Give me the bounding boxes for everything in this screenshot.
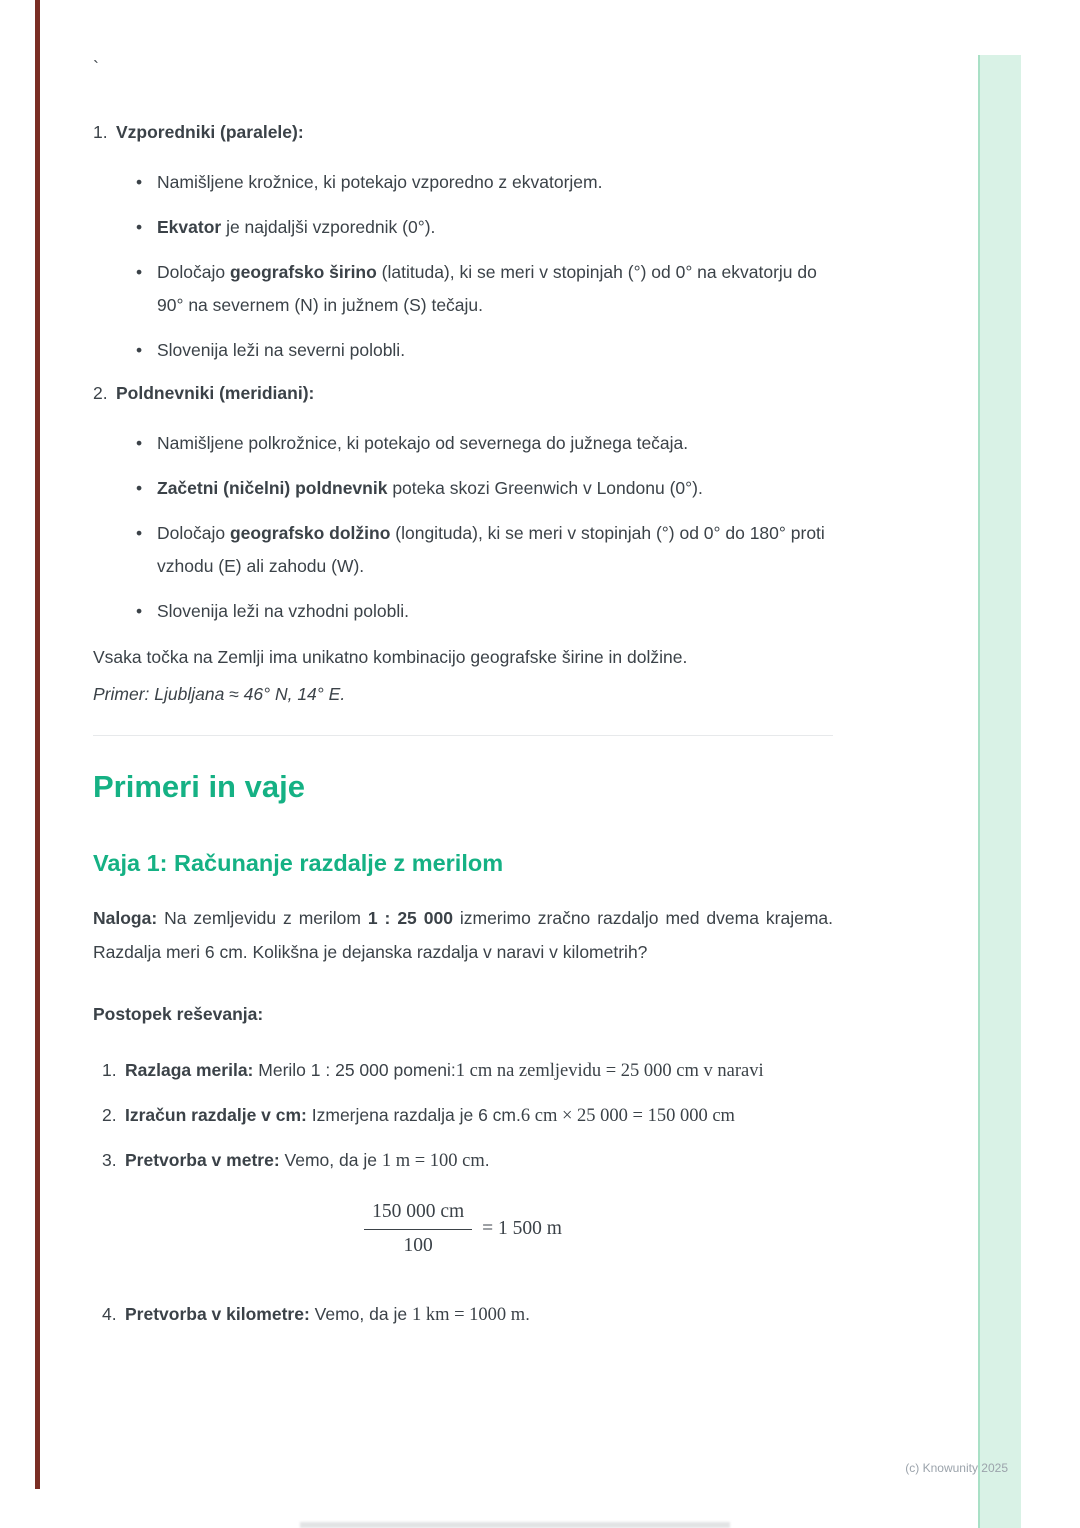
copyright-note: (c) Knowunity 2025	[905, 1461, 1008, 1475]
section-divider	[93, 735, 833, 736]
list-number: 1.	[93, 122, 108, 142]
fraction-formula	[93, 1201, 833, 1257]
step-text: Vemo, da je	[309, 1304, 412, 1324]
task-label: Naloga:	[93, 908, 158, 928]
procedure-label: Postopek reševanja:	[93, 1004, 264, 1024]
step-number: 3.	[102, 1150, 117, 1170]
step-number: 4.	[102, 1304, 117, 1324]
step-math: 1 cm na zemljevidu = 25 000 cm v naravi	[455, 1061, 764, 1081]
example-note: Primer: Ljubljana ≈ 46° N, 14° E.	[93, 684, 346, 704]
bullet-text: Slovenija leži na vzhodni polobli.	[157, 601, 409, 621]
bullet-item	[157, 427, 833, 460]
step-math: 1 km = 1000 m	[411, 1305, 526, 1325]
fraction-numerator: 150 000 cm	[364, 1201, 472, 1230]
step-item	[93, 1054, 833, 1088]
bullet-item	[157, 472, 833, 505]
step-item	[93, 1298, 833, 1332]
bullet-item	[157, 517, 833, 583]
stray-backtick: `	[93, 58, 99, 78]
step-text: Izmerjena razdalja je 6 cm.	[306, 1105, 521, 1125]
numbered-heading-vzporedniki	[93, 118, 833, 146]
bullet-text: poteka skozi Greenwich v Londonu (0°).	[387, 478, 703, 498]
step-body	[125, 1054, 833, 1088]
step-text: Vemo, da je	[279, 1150, 382, 1170]
step-number: 1.	[102, 1060, 117, 1080]
numbered-heading-poldnevniki	[93, 379, 833, 407]
steps-list	[93, 1054, 833, 1332]
step-body	[125, 1298, 833, 1332]
bullet-text: Namišljene polkrožnice, ki potekajo od severnega do južnega tečaja.	[157, 433, 689, 453]
step-math: 1 m = 100 cm	[381, 1151, 485, 1171]
step-item	[93, 1099, 833, 1133]
bullet-text: Določajo	[157, 523, 230, 543]
cutoff-next-line	[300, 1522, 730, 1528]
summary-paragraph: Vsaka točka na Zemlji ima unikatno kombinacijo geografske širine in dolžine.	[93, 647, 688, 667]
step-label: Pretvorba v kilometre:	[125, 1304, 310, 1324]
step-text: .	[525, 1304, 531, 1324]
bullet-text-bold: Začetni (ničelni) poldnevnik	[157, 478, 388, 498]
bullet-text: (latituda), ki se meri v stopinjah (°) od 0° na ekvatorju do 90° na severnem (N) in južnem (S) tečaju.	[157, 262, 817, 315]
bullet-text-bold: geografsko dolžino	[229, 523, 391, 543]
bullet-item	[157, 166, 833, 199]
bullet-list-vzporedniki	[93, 166, 833, 367]
step-label: Razlaga merila:	[125, 1060, 254, 1080]
step-number: 2.	[102, 1105, 117, 1125]
task-text: izmerimo zračno razdaljo med dvema krajema. Razdalja meri 6 cm. Kolikšna je dejanska razdalja v naravi v kilometrih?	[93, 908, 833, 962]
left-accent-bar	[35, 0, 40, 1489]
fraction-denominator: 100	[403, 1235, 433, 1256]
step-item	[93, 1144, 833, 1178]
exercise-heading: Vaja 1: Računanje razdalje z merilom	[93, 850, 504, 876]
bullet-text: (longituda), ki se meri v stopinjah (°) od 0° do 180° proti vzhodu (E) ali zahodu (W).	[157, 523, 825, 576]
bullet-text: je najdaljši vzporednik (0°).	[221, 217, 436, 237]
list-title: Poldnevniki (meridiani):	[116, 383, 315, 403]
bullet-text: Določajo	[157, 262, 230, 282]
fraction	[364, 1201, 472, 1257]
list-number: 2.	[93, 383, 108, 403]
step-math: 6 cm × 25 000 = 150 000 cm	[520, 1106, 735, 1126]
step-label: Izračun razdalje v cm:	[125, 1105, 307, 1125]
bullet-text-bold: geografsko širino	[229, 262, 377, 282]
bullet-item	[157, 595, 833, 628]
list-title: Vzporedniki (paralele):	[116, 122, 304, 142]
right-accent-stripe	[978, 55, 1021, 1528]
task-text: Na zemljevidu z merilom	[157, 908, 368, 928]
scale-value: 1 : 25 000	[367, 908, 453, 928]
section-heading: Primeri in vaje	[93, 769, 305, 804]
fraction-result: = 1 500 m	[482, 1218, 562, 1239]
step-text: Merilo 1 : 25 000 pomeni:	[253, 1060, 456, 1080]
step-text: .	[484, 1150, 490, 1170]
step-body	[125, 1144, 833, 1178]
step-label: Pretvorba v metre:	[125, 1150, 280, 1170]
bullet-item	[157, 256, 833, 322]
bullet-text: Namišljene krožnice, ki potekajo vzporedno z ekvatorjem.	[157, 172, 603, 192]
bullet-item	[157, 211, 833, 244]
task-paragraph	[93, 901, 833, 969]
bullet-text: Slovenija leži na severni polobli.	[157, 340, 406, 360]
step-body	[125, 1099, 833, 1133]
bullet-text-bold: Ekvator	[157, 217, 222, 237]
bullet-item	[157, 334, 833, 367]
bullet-list-poldnevniki	[93, 427, 833, 628]
page-content	[93, 56, 833, 1332]
